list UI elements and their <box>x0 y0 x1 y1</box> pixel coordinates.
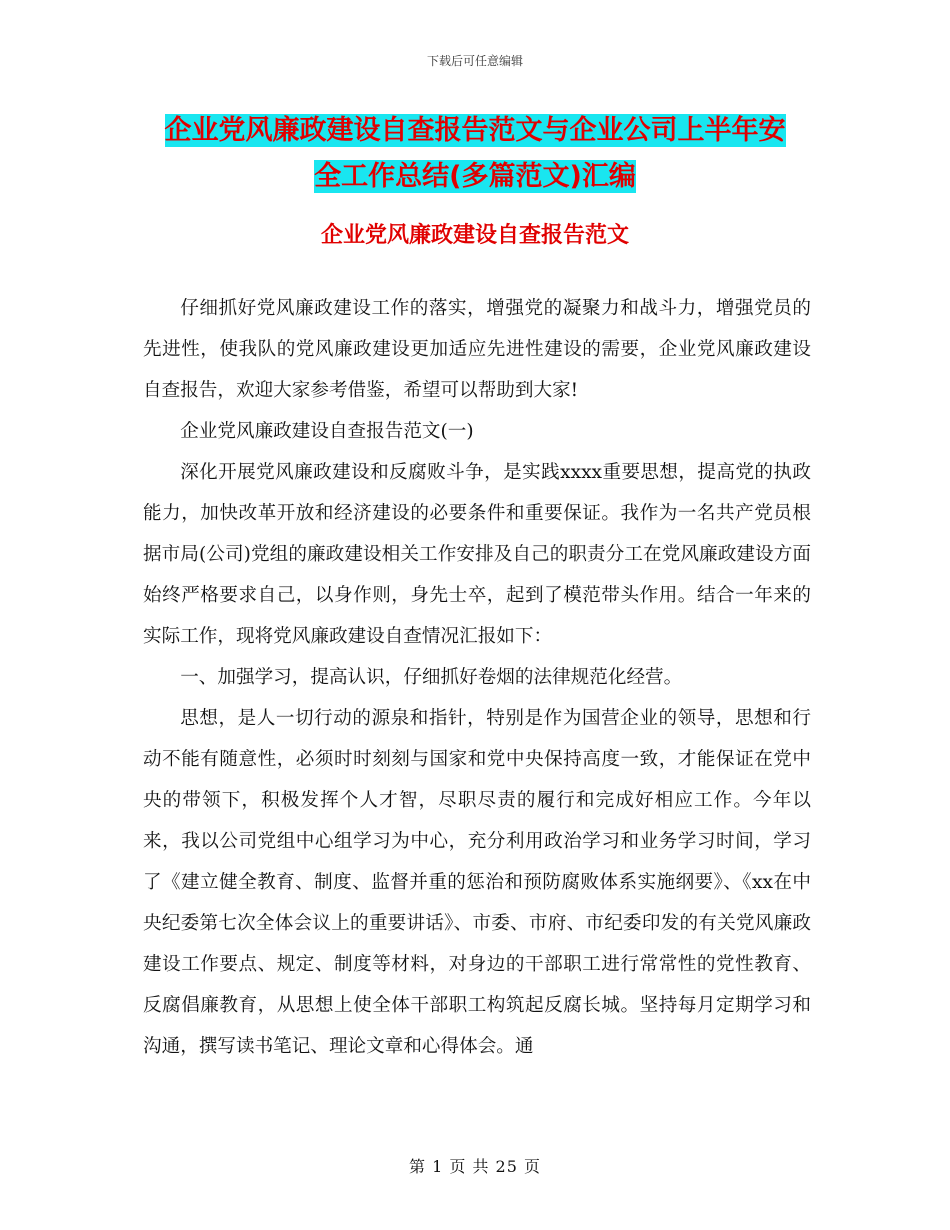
paragraph-heading-1: 企业党风廉政建设自查报告范文(一) <box>180 421 474 442</box>
section-title: 企业党风廉政建设自查报告范文 <box>320 223 629 248</box>
paragraph-section-1: 一、加强学习，提高认识，仔细抓好卷烟的法律规范化经营。 <box>180 667 683 688</box>
paragraph-4: 思想，是人一切行动的源泉和指针，特别是作为国营企业的领导，思想和行动不能有随意性，必须时时刻刻与国家和党中央保持高度一致，才能保证在党中央的带领下，积极发挥个人才智，尽职尽责的履行和完成好相应工作。今年以来，我以公司党组中心组学习为中心，充分利用政治学习和业务学习时间，学习了《建立健全教育、制度、监督并重的惩治和预防腐败体系实施纲要》、《xx在中央纪委第七次全体会议上的重要讲话》、市委、市府、市纪委印发的有关党风廉政建设工作要点、规定、制度等材料，对身边的干部职工进行常常性的党性教育、反腐倡廉教育，从思想上使全体干部职工构筑起反腐长城。坚持每月定期学习和沟通，撰写读书笔记、理论文章和心得体会。通 <box>143 708 811 1057</box>
title-line-1: 企业党风廉政建设自查报告范文与企业公司上半年安 <box>164 115 786 146</box>
document-title <box>140 108 810 200</box>
paragraph-2: 深化开展党风廉政建设和反腐败斗争，是实践xxxx重要思想，提高党的执政能力，加快改革开放和经济建设的必要条件和重要保证。我作为一名共产党员根据市局(公司)党组的廉政建设相关工作安排及自己的职责分工在党风廉政建设方面始终严格要求自己，以身作则，身先士卒，起到了模范带头作用。结合一年来的实际工作，现将党风廉政建设自查情况汇报如下： <box>143 462 811 647</box>
header-note: 下载后可任意编辑 <box>426 54 523 68</box>
title-line-2: 全工作总结(多篇范文)汇编 <box>314 161 636 192</box>
document-body <box>143 288 811 1067</box>
paragraph-intro: 仔细抓好党风廉政建设工作的落实，增强党的凝聚力和战斗力，增强党员的先进性，使我队的党风廉政建设更加适应先进性建设的需要，企业党风廉政建设自查报告，欢迎大家参考借鉴，希望可以帮助到大家! <box>143 298 811 401</box>
page-number: 第 1 页 共 25 页 <box>409 1157 541 1176</box>
